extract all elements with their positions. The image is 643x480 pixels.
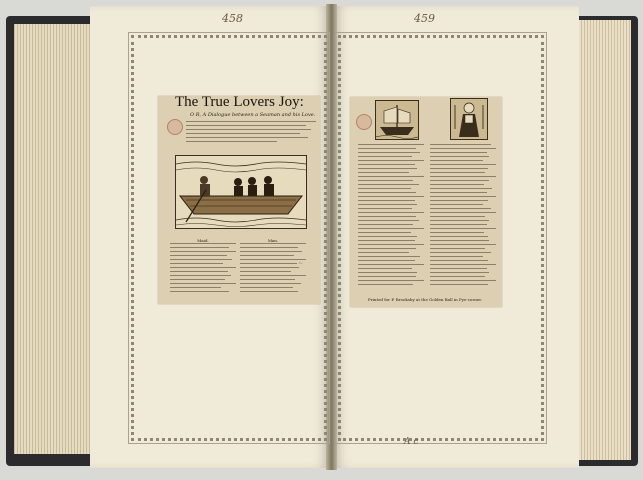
- broadside-title: The True Lovers Joy:: [175, 94, 304, 110]
- pencil-annotation: ~: [298, 260, 304, 267]
- page-number-right: 459: [414, 12, 435, 25]
- right-verse-column-left: [358, 144, 424, 288]
- signature-mark: A c: [404, 437, 419, 447]
- woman-woodcut: [450, 98, 488, 140]
- ship-woodcut: [375, 100, 419, 140]
- boat-woodcut-image: [176, 156, 306, 228]
- imprint-line: Printed for P. Brooksby at the Golden Ball in Pye-corner.: [368, 297, 482, 302]
- verse-column-right: [240, 238, 306, 295]
- page-number-left: 458: [222, 12, 243, 25]
- right-verse-column-right: [430, 144, 496, 288]
- ship-woodcut-image: [376, 101, 418, 139]
- library-stamp: [167, 119, 183, 135]
- page-edges-left: [14, 24, 100, 454]
- verse-heading-man: Man.: [267, 238, 279, 243]
- boat-woodcut: [175, 155, 307, 229]
- verse-heading-maid: Maid.: [197, 238, 209, 243]
- verse-column-left: [170, 238, 236, 295]
- intro-text-block: [186, 121, 316, 145]
- page-edges-right: [575, 20, 631, 460]
- woman-woodcut-image: [451, 99, 487, 139]
- book-gutter: [326, 4, 337, 470]
- library-stamp-right: [356, 114, 372, 130]
- broadside-subtitle: O R, A Dialogue between a Seaman and his Love.: [190, 112, 316, 118]
